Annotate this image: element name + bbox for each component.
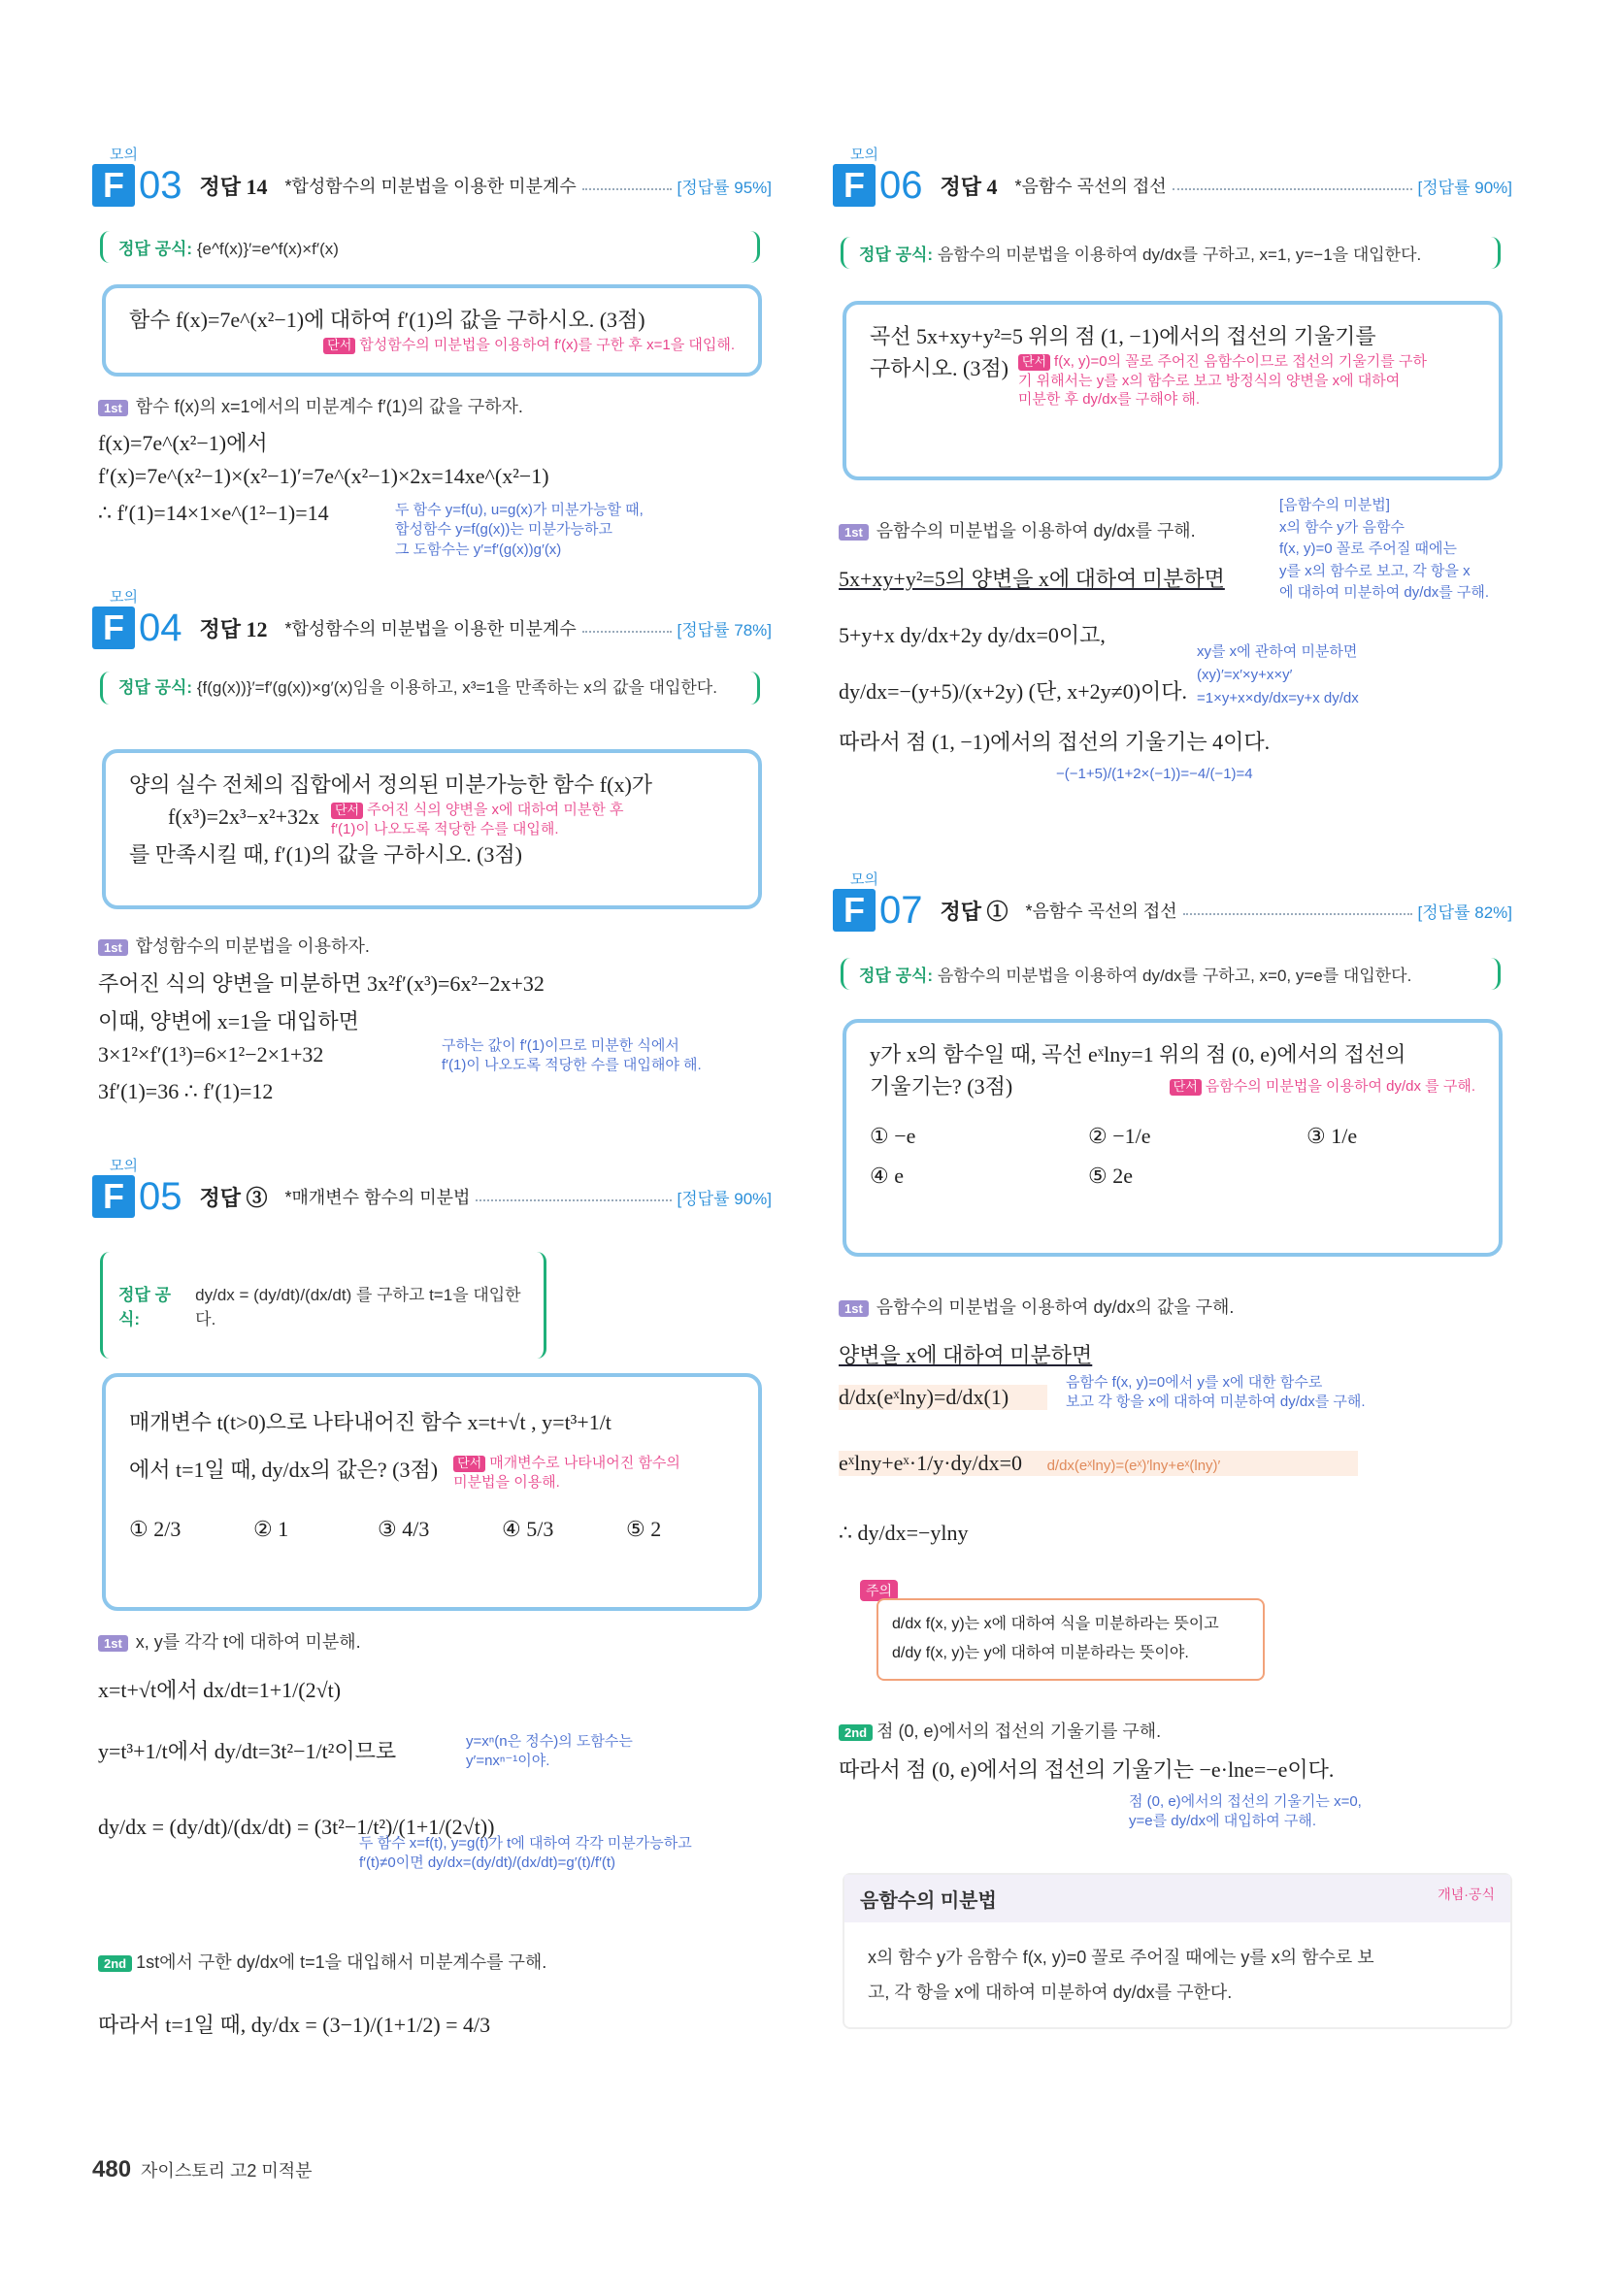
side-note: d/dx(eˣlny)=(eˣ)′lny+eˣ(lny)′ — [1046, 1458, 1221, 1474]
step-1 — [98, 1628, 361, 1654]
side-note — [1129, 1792, 1362, 1832]
note-line: 두 함수 x=f(t), y=g(t)가 t에 대하여 각각 미분가능하고 — [359, 1835, 692, 1852]
question-box — [102, 284, 762, 377]
step-tag: 1st — [839, 1300, 869, 1317]
dotted-leader — [582, 631, 672, 633]
answer-label: 정답 14 — [199, 174, 268, 199]
dotted-leader — [1173, 188, 1412, 190]
f-badge: F — [92, 607, 135, 649]
question-row — [129, 801, 735, 838]
step-text: 점 (0, e)에서의 접선의 기울기를 구해. — [876, 1722, 1162, 1741]
correct-rate: [정답률 90%] — [1417, 178, 1512, 197]
solution-line: y=t³+1/t에서 dy/dt=3t²−1/t²이므로 — [98, 1739, 397, 1763]
hint-tag: 단서 — [331, 803, 363, 819]
dotted-leader — [582, 188, 672, 190]
note-line: x의 함수 y가 음함수 — [1279, 518, 1405, 536]
solution-line: ∴ dy/dx=−ylny — [839, 1521, 969, 1545]
hint-tag: 단서 — [1018, 354, 1050, 371]
solution-line: 5+y+x dy/dx+2y dy/dx=0이고, — [839, 623, 1106, 647]
formula-text: 음함수의 미분법을 이용하여 dy/dx를 구하고, x=0, y=e를 대입한다. — [937, 967, 1412, 985]
note-line: y=e를 dy/dx에 대입하여 구해. — [1129, 1813, 1317, 1830]
step-2 — [839, 1718, 1161, 1743]
underlined-text: 양변을 x에 대하여 미분하면 — [839, 1343, 1093, 1367]
dotted-leader — [1183, 913, 1412, 915]
question-box — [843, 1019, 1503, 1257]
problem-number: 04 — [139, 606, 182, 649]
concept-line: 고, 각 항을 x에 대하여 미분하여 dy/dx를 구한다. — [868, 1983, 1233, 2002]
solution-line: f′(x)=7e^(x²−1)×(x²−1)′=7e^(x²−1)×2x=14xe^(x²−1) — [98, 464, 549, 488]
solution-line: d/dx(eˣlny)=d/dx(1) — [839, 1385, 1047, 1410]
problem-number: 06 — [879, 163, 923, 207]
side-note — [1197, 640, 1359, 710]
hint-text: 주어진 식의 양변을 x에 대하여 미분한 후 — [367, 802, 624, 818]
choice-3[interactable]: ③ 1/e — [1306, 1124, 1358, 1148]
note-line: f(x, y)=0 꼴로 주어질 때에는 — [1279, 541, 1458, 557]
formula-label: 정답 공식: — [859, 967, 934, 985]
concept-body — [844, 1922, 1510, 2027]
solution-line: 주어진 식의 양변을 미분하면 3x²f′(x³)=6x²−2x+32 — [98, 971, 545, 996]
step-2 — [98, 1949, 546, 1974]
step-text: 함수 f(x)의 x=1에서의 미분계수 f′(1)의 값을 구하자. — [135, 397, 523, 416]
topic-label: *합성함수의 미분법을 이용한 미분계수 — [284, 177, 577, 196]
solution-line — [839, 1451, 1358, 1476]
solution-line: ∴ f′(1)=14×1×e^(1²−1)=14 — [98, 501, 329, 525]
concept-title: 음함수의 미분법 — [860, 1890, 997, 1912]
mock-label: 모의 — [110, 147, 138, 163]
solution-line: 따라서 점 (0, e)에서의 접선의 기울기는 −e·lne=−e이다. — [839, 1757, 1335, 1782]
formula-text: {f(g(x))}′=f′(g(x))×g′(x)임을 이용하고, x³=1을 만족하는 x의 값을 대입한다. — [196, 678, 717, 697]
problem-number: 07 — [879, 888, 923, 932]
page-number: 480 — [92, 2156, 132, 2182]
note-line: 에 대하여 미분하여 dy/dx를 구해. — [1279, 584, 1490, 601]
topic-label: *음함수 곡선의 접선 — [1014, 177, 1167, 196]
answer-formula — [841, 237, 1501, 269]
step-1 — [98, 393, 523, 418]
hint — [129, 336, 735, 355]
step-tag: 2nd — [98, 1955, 132, 1972]
correct-rate: [정답률 78%] — [677, 620, 772, 640]
mock-label: 모의 — [850, 147, 878, 163]
choice-1[interactable]: ① 2/3 — [129, 1517, 182, 1541]
solution-line: 3×1²×f′(1³)=6×1²−2×1+32 — [98, 1042, 324, 1066]
problem-header — [92, 604, 772, 652]
concept-box — [843, 1873, 1512, 2029]
answer-formula — [841, 958, 1501, 990]
note-line: y를 x의 함수로 보고, 각 항을 x — [1279, 562, 1471, 579]
book-title: 자이스토리 고2 미적분 — [141, 2161, 313, 2181]
solution-line: dy/dx = (dy/dt)/(dx/dt) = (3t²−1/t²)/(1+1/(2√t)) — [98, 1815, 495, 1839]
hint — [331, 801, 623, 838]
side-note — [395, 501, 644, 560]
choice-5[interactable]: ⑤ 2e — [1088, 1164, 1133, 1188]
note-line: f′(1)이 나오도록 적당한 수를 대입해야 해. — [442, 1057, 702, 1074]
mock-label: 모의 — [110, 589, 138, 606]
formula-text: 음함수의 미분법을 이용하여 dy/dx를 구하고, x=1, y=−1을 대입한다. — [937, 246, 1422, 264]
question-box — [102, 1373, 762, 1611]
answer-choices — [129, 1509, 735, 1549]
dotted-leader — [476, 1199, 671, 1201]
hint-text: 미분법을 이용해. — [453, 1473, 560, 1491]
question-line: 구하시오. (3점) — [870, 356, 1008, 380]
topic-label: *매개변수 함수의 미분법 — [284, 1188, 471, 1207]
hint — [1018, 352, 1427, 410]
choice-4[interactable]: ④ 5/3 — [502, 1517, 554, 1541]
equation: eˣlny+eˣ·1/y·dy/dx=0 — [839, 1451, 1023, 1475]
solution-line: 따라서 점 (1, −1)에서의 접선의 기울기는 4이다. — [839, 730, 1271, 754]
choice-2[interactable]: ② −1/e — [1088, 1124, 1151, 1148]
f-badge: F — [833, 164, 876, 207]
side-note — [1066, 1373, 1366, 1413]
choice-5[interactable]: ⑤ 2 — [626, 1517, 662, 1541]
topic-label: *합성함수의 미분법을 이용한 미분계수 — [284, 619, 577, 639]
note-line: 두 함수 y=f(u), u=g(x)가 미분가능할 때, — [395, 502, 644, 518]
side-note — [1279, 495, 1489, 605]
concept-line: x의 함수 y가 음함수 f(x, y)=0 꼴로 주어질 때에는 y를 x의 함수로 보 — [868, 1948, 1374, 1967]
answer-formula — [100, 231, 760, 263]
note-line: 그 도함수는 y′=f′(g(x))g′(x) — [395, 541, 562, 558]
topic-label: *음함수 곡선의 접선 — [1025, 902, 1177, 921]
hint-text: 합성함수의 미분법을 이용하여 f′(x)를 구한 후 x=1을 대입해. — [359, 337, 735, 353]
caution-box — [876, 1598, 1265, 1681]
correct-rate: [정답률 95%] — [677, 178, 772, 197]
step-text: 합성함수의 미분법을 이용하자. — [135, 936, 370, 956]
step-1 — [98, 933, 370, 958]
step-tag: 2nd — [839, 1724, 873, 1741]
note-line: (xy)′=x′×y+x×y′ — [1197, 667, 1293, 683]
solution-line: x=t+√t에서 dx/dt=1+1/(2√t) — [98, 1678, 342, 1702]
hint — [1170, 1077, 1475, 1097]
mock-label: 모의 — [850, 871, 878, 888]
problem-header — [92, 161, 772, 210]
question-text: 함수 f(x)=7e^(x²−1)에 대하여 f′(1)의 값을 구하시오. (3점) — [129, 308, 645, 332]
question-box — [102, 749, 762, 909]
formula-label: 정답 공식: — [118, 240, 193, 258]
hint-text: f(x, y)=0의 꼴로 주어진 음함수이므로 접선의 기울기를 구하 — [1054, 353, 1427, 370]
problem-header — [833, 161, 1512, 210]
answer-label: 정답 ③ — [199, 1185, 268, 1210]
solution-line: 이때, 양변에 x=1을 대입하면 — [98, 1009, 359, 1033]
hint-text: 미분한 후 dy/dx를 구해야 해. — [1017, 391, 1201, 408]
step-tag: 1st — [839, 524, 869, 541]
solution-line: 3f′(1)=36 ∴ f′(1)=12 — [98, 1079, 274, 1103]
question-line: 곡선 5x+xy+y²=5 위의 점 (1, −1)에서의 접선의 기울기를 — [870, 324, 1376, 348]
hint-text: 기 위해서는 y를 x의 함수로 보고 방정식의 양변을 x에 대하여 — [1017, 372, 1401, 389]
answer-formula — [100, 1252, 546, 1359]
question-line: 에서 t=1일 때, dy/dx의 값은? (3점) — [129, 1458, 439, 1482]
answer-formula — [100, 672, 760, 705]
solution-line: 따라서 t=1일 때, dy/dx = (3−1)/(1+1/2) = 4/3 — [98, 2013, 491, 2037]
question-equation: f(x³)=2x³−x²+32x — [168, 804, 319, 829]
hint — [453, 1454, 680, 1492]
formula-text: dy/dx = (dy/dt)/(dx/dt) 를 구하고 t=1을 대입한다. — [195, 1286, 521, 1328]
hint-text: 음함수의 미분법을 이용하여 dy/dx 를 구해. — [1205, 1077, 1475, 1095]
hint-text: 매개변수로 나타내어진 함수의 — [489, 1455, 680, 1471]
page-footer — [92, 2156, 313, 2183]
formula-text: {e^f(x)}′=e^f(x)×f′(x) — [196, 240, 339, 258]
answer-label: 정답 4 — [940, 174, 998, 199]
solution-line — [839, 563, 1225, 593]
answer-choices — [870, 1116, 1475, 1196]
hint-tag: 단서 — [1170, 1079, 1202, 1096]
step-1 — [839, 1294, 1234, 1319]
choice-4[interactable]: ④ e — [870, 1164, 904, 1188]
solution-line: f(x)=7e^(x²−1)에서 — [98, 431, 268, 455]
question-line: y가 x의 함수일 때, 곡선 eˣlny=1 위의 점 (0, e)에서의 접선의 — [870, 1042, 1406, 1066]
concept-tag: 개념·공식 — [1438, 1886, 1495, 1902]
note-line: 구하는 값이 f′(1)이므로 미분한 식에서 — [442, 1037, 679, 1054]
side-note — [466, 1732, 633, 1772]
step-text: 1st에서 구한 dy/dx에 t=1을 대입해서 미분계수를 구해. — [136, 1952, 547, 1972]
note-line: f′(t)≠0이면 dy/dx=(dy/dt)/(dx/dt)=g′(t)/f′(t) — [359, 1854, 616, 1872]
caution-line: d/dy f(x, y)는 y에 대하여 미분하라는 뜻이야. — [892, 1645, 1189, 1662]
note-line: [음함수의 미분법] — [1279, 497, 1390, 513]
step-tag: 1st — [98, 1635, 128, 1652]
problem-header — [833, 886, 1512, 935]
side-note — [442, 1036, 702, 1076]
problem-number: 03 — [139, 163, 182, 207]
note-line: xy를 x에 관하여 미분하면 — [1197, 643, 1358, 660]
hint-tag: 단서 — [453, 1456, 485, 1472]
question-line: 양의 실수 전체의 집합에서 정의된 미분가능한 함수 f(x)가 — [129, 772, 653, 797]
note-line: 보고 각 항을 x에 대하여 미분하여 dy/dx를 구해. — [1066, 1394, 1366, 1411]
note-line: =1×y+x×dy/dx=y+x dy/dx — [1197, 690, 1359, 706]
solution-line — [839, 1339, 1092, 1369]
question-line: 매개변수 t(t>0)으로 나타내어진 함수 x=t+√t , y=t³+1/t — [129, 1410, 612, 1434]
solution-line: dy/dx=−(y+5)/(x+2y) (단, x+2y≠0)이다. — [839, 679, 1188, 704]
problem-number: 05 — [139, 1174, 182, 1218]
correct-rate: [정답률 82%] — [1417, 902, 1512, 922]
step-1 — [839, 517, 1196, 542]
choice-1[interactable]: ① −e — [870, 1124, 916, 1148]
choice-2[interactable]: ② 1 — [253, 1517, 289, 1541]
step-tag: 1st — [98, 400, 128, 416]
correct-rate: [정답률 90%] — [677, 1189, 772, 1208]
question-box — [843, 301, 1503, 480]
formula-label: 정답 공식: — [118, 1286, 171, 1328]
question-line: 를 만족시킬 때, f′(1)의 값을 구하시오. (3점) — [129, 842, 522, 867]
concept-header — [844, 1875, 1510, 1922]
formula-label: 정답 공식: — [118, 678, 193, 697]
question-row — [870, 352, 1475, 410]
f-badge: F — [833, 889, 876, 932]
question-line: 기울기는? (3점) — [870, 1074, 1013, 1099]
question-row — [870, 1070, 1475, 1102]
answer-label: 정답 12 — [199, 616, 268, 641]
question-row — [129, 1454, 735, 1492]
caution-tag: 주의 — [860, 1580, 898, 1601]
note-line: 음함수 f(x, y)=0에서 y를 x에 대한 함수로 — [1066, 1374, 1323, 1391]
underlined-text: 5x+xy+y²=5의 양변을 x에 대하여 미분하면 — [839, 567, 1225, 591]
note-line: 합성함수 y=f(g(x))는 미분가능하고 — [395, 521, 612, 539]
answer-label: 정답 ① — [940, 899, 1008, 924]
hint-text: f′(1)이 나오도록 적당한 수를 대입해. — [331, 820, 559, 837]
caution-line: d/dx f(x, y)는 x에 대하여 식을 미분하라는 뜻이고 — [892, 1616, 1219, 1632]
step-text: 음함수의 미분법을 이용하여 dy/dx의 값을 구해. — [876, 1297, 1235, 1317]
step-text: x, y를 각각 t에 대하여 미분해. — [135, 1632, 361, 1652]
f-badge: F — [92, 164, 135, 207]
choice-3[interactable]: ③ 4/3 — [378, 1517, 430, 1541]
mock-label: 모의 — [110, 1158, 138, 1174]
formula-label: 정답 공식: — [859, 246, 934, 264]
note-line: y′=nxⁿ⁻¹이야. — [466, 1753, 550, 1770]
note-line: 점 (0, e)에서의 접선의 기울기는 x=0, — [1129, 1793, 1362, 1810]
f-badge: F — [92, 1175, 135, 1218]
side-note — [359, 1834, 692, 1874]
problem-header — [92, 1172, 772, 1221]
note-line: y=xⁿ(n은 정수)의 도함수는 — [466, 1733, 633, 1750]
step-text: 음함수의 미분법을 이용하여 dy/dx를 구해. — [876, 521, 1196, 541]
hint-tag: 단서 — [323, 338, 355, 354]
step-tag: 1st — [98, 939, 128, 956]
side-note: −(−1+5)/(1+2×(−1))=−4/(−1)=4 — [1056, 766, 1253, 782]
